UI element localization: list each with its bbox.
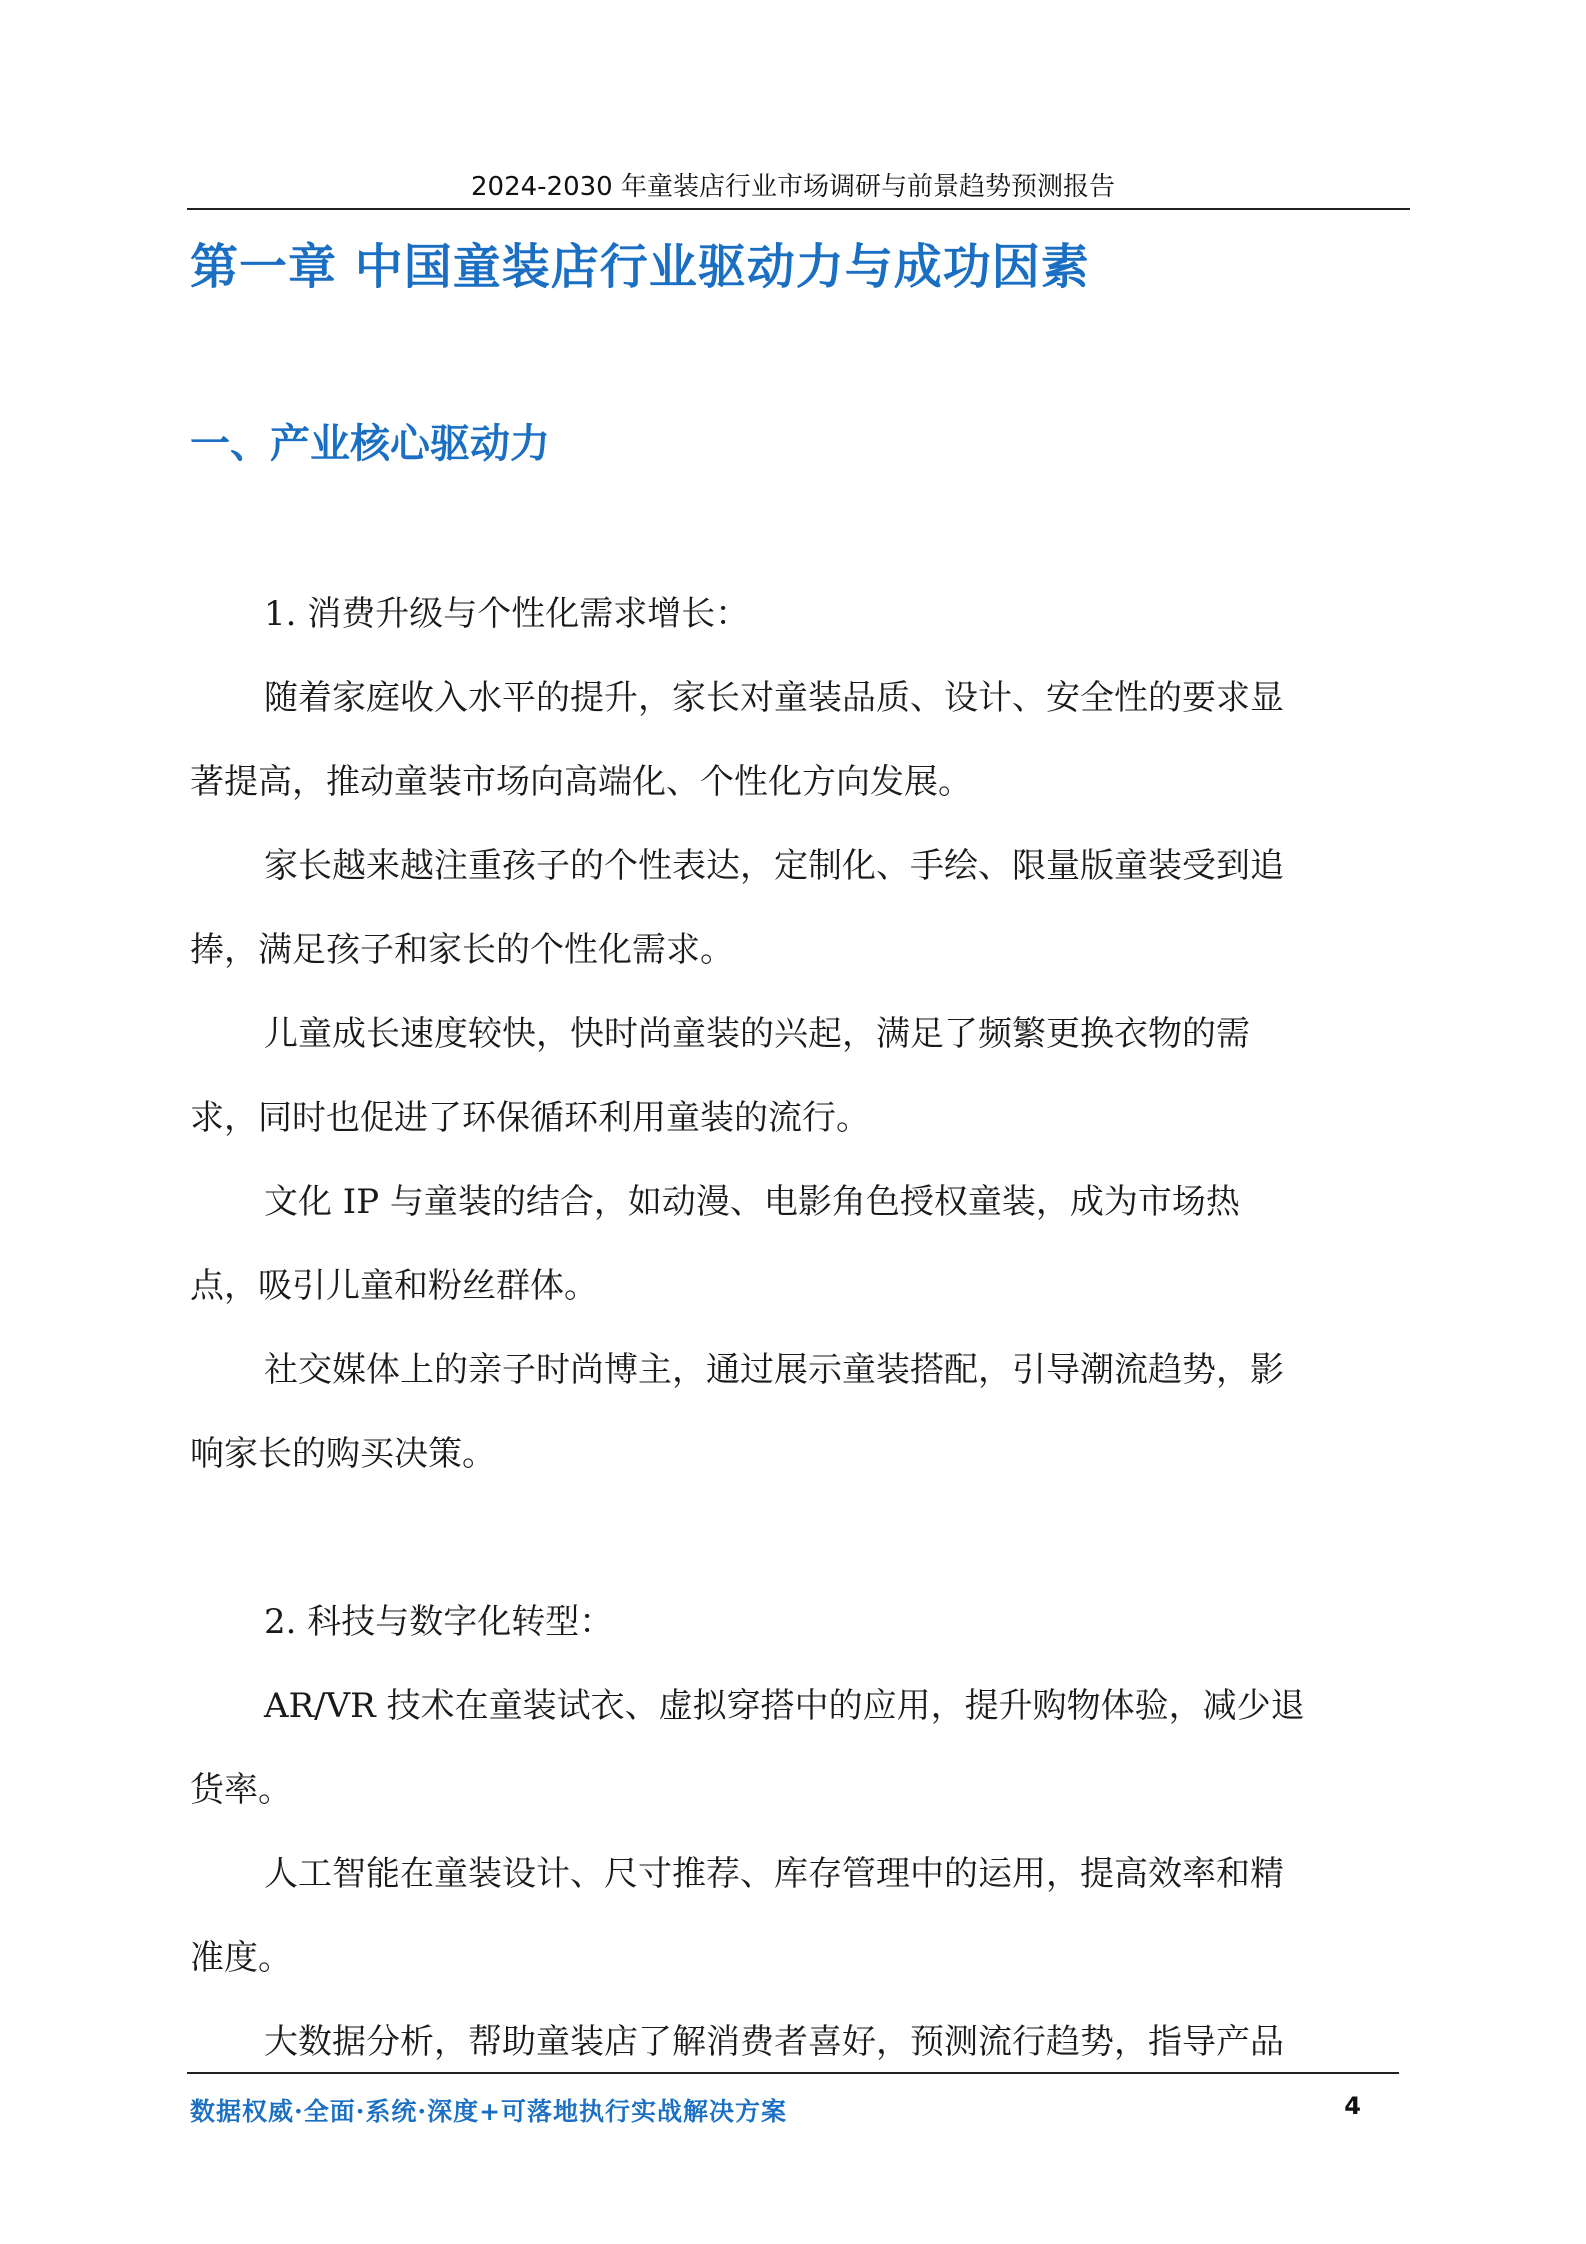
running-header: 2024-2030 年童装店行业市场调研与前景趋势预测报告 (471, 172, 1115, 202)
paragraph-line: 捧，满足孩子和家长的个性化需求。 (190, 930, 734, 970)
blank-line (190, 1496, 1400, 1580)
subsection-heading: 1. 消费升级与个性化需求增长： (264, 594, 750, 634)
footer-slogan: 数据权威·全面·系统·深度+可落地执行实战解决方案 (190, 2097, 788, 2126)
footer-divider (187, 2072, 1399, 2074)
paragraph-line: 著提高，推动童装市场向高端化、个性化方向发展。 (190, 762, 972, 802)
paragraph-line: 社交媒体上的亲子时尚博主，通过展示童装搭配，引导潮流趋势，影 (264, 1350, 1284, 1390)
paragraph-line: 家长越来越注重孩子的个性表达，定制化、手绘、限量版童装受到追 (264, 846, 1284, 886)
chapter-title: 第一章 中国童装店行业驱动力与成功因素 (190, 239, 1090, 295)
page-number: 4 (1344, 2092, 1361, 2120)
subsection-heading: 2. 科技与数字化转型： (264, 1602, 614, 1642)
paragraph-line: 儿童成长速度较快，快时尚童装的兴起，满足了频繁更换衣物的需 (264, 1014, 1250, 1054)
paragraph-line: AR/VR 技术在童装试衣、虚拟穿搭中的应用，提升购物体验，减少退 (264, 1686, 1305, 1726)
paragraph-line: 文化 IP 与童装的结合，如动漫、电影角色授权童装，成为市场热 (264, 1182, 1240, 1222)
paragraph-line: 货率。 (190, 1770, 292, 1810)
body-text (190, 572, 1400, 2084)
paragraph-line: 人工智能在童装设计、尺寸推荐、库存管理中的运用，提高效率和精 (264, 1854, 1284, 1894)
paragraph-line: 大数据分析，帮助童装店了解消费者喜好，预测流行趋势，指导产品 (264, 2022, 1284, 2062)
paragraph-line: 求，同时也促进了环保循环利用童装的流行。 (190, 1098, 870, 1138)
paragraph-line: 随着家庭收入水平的提升，家长对童装品质、设计、安全性的要求显 (264, 678, 1284, 718)
header-divider (187, 208, 1410, 210)
section-title: 一、产业核心驱动力 (190, 421, 550, 467)
paragraph-line: 点，吸引儿童和粉丝群体。 (190, 1266, 598, 1306)
paragraph-line: 响家长的购买决策。 (190, 1434, 496, 1474)
paragraph-line: 准度。 (190, 1938, 292, 1978)
